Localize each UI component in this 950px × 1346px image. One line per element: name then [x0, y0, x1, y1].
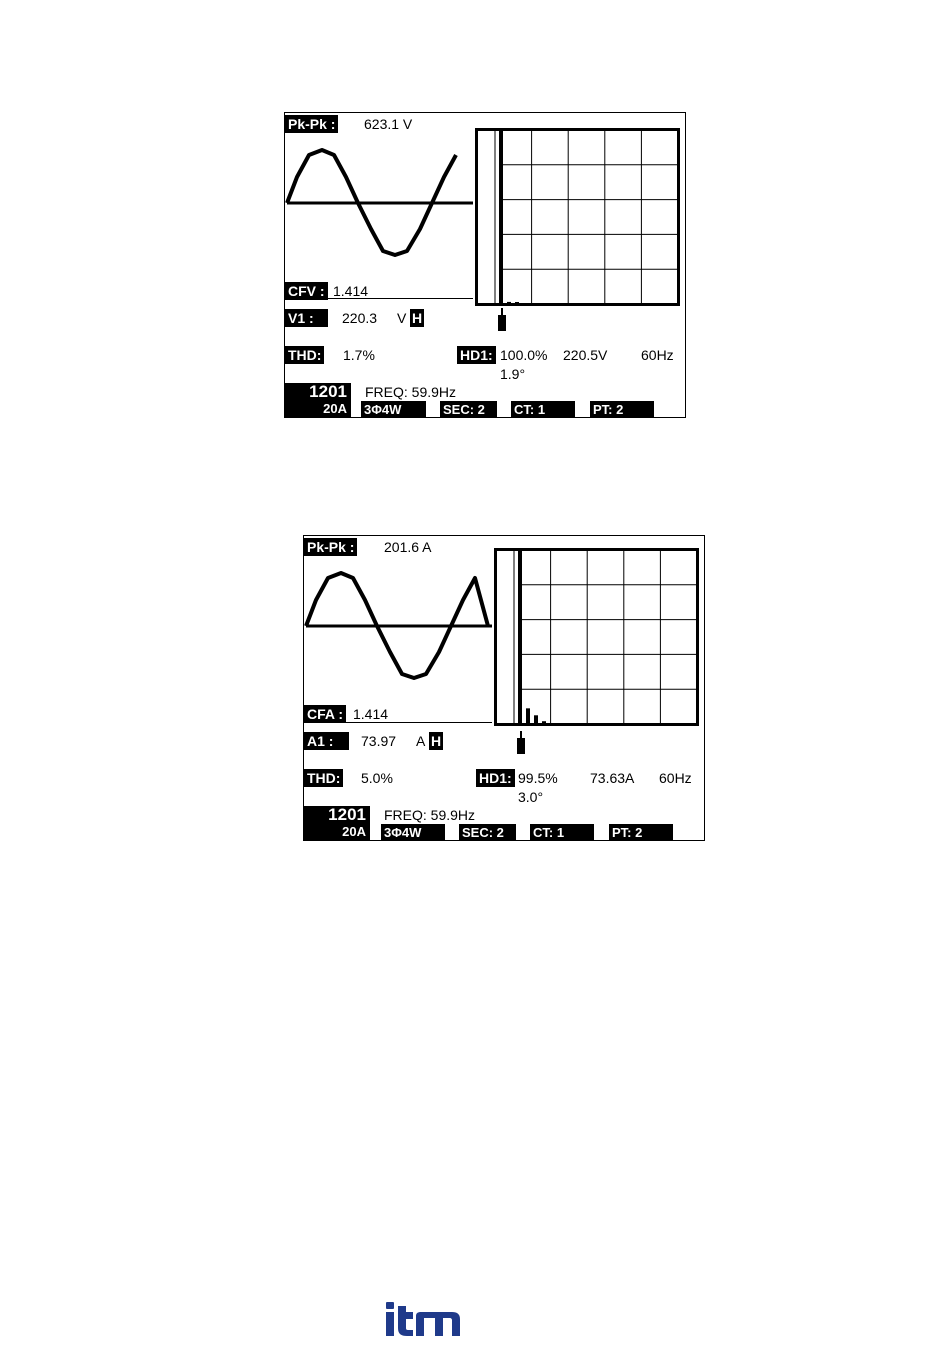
- harmonic-bar-3: [515, 302, 519, 304]
- harmonic-cursor-icon[interactable]: [516, 731, 526, 755]
- harmonic-phase: 3.0°: [518, 789, 544, 805]
- current-range: 20A: [323, 401, 347, 416]
- thd-value: 1.7%: [343, 347, 375, 363]
- ct-setting: CT: 1: [511, 401, 575, 418]
- harmonic-percent: 99.5%: [518, 770, 558, 786]
- harmonic-order-label: HD1:: [476, 769, 515, 787]
- model-number: 1201: [309, 382, 347, 401]
- harmonic-order-label: HD1:: [457, 346, 496, 364]
- hold-badge: H: [431, 733, 442, 749]
- itm-logo: [385, 1302, 461, 1336]
- thd-label: THD:: [304, 769, 343, 787]
- channel-unit: V: [397, 310, 407, 326]
- harmonic-value: 220.5V: [563, 347, 608, 363]
- harmonics-grid: [494, 548, 699, 726]
- current-harmonics-screen: [303, 535, 705, 841]
- harmonics-bar-chart: [475, 128, 680, 306]
- model-box: [304, 806, 370, 841]
- thd-value: 5.0%: [361, 770, 393, 786]
- harmonic-bar-1: [499, 130, 503, 304]
- harmonic-frequency: 60Hz: [659, 770, 692, 786]
- harmonics-grid: [475, 128, 680, 306]
- pkpk-value: 201.6 A: [384, 539, 432, 555]
- channel-value: 220.3: [342, 310, 378, 326]
- wiring-mode: 3Φ4W: [361, 401, 426, 418]
- pkpk-label: Pk-Pk :: [304, 538, 357, 556]
- hold-badge: H: [412, 310, 423, 326]
- channel-label: A1 :: [304, 732, 349, 750]
- sec-setting: SEC: 2: [440, 401, 497, 418]
- pt-setting: PT: 2: [590, 401, 654, 418]
- pkpk-value: 623.1 V: [364, 116, 413, 132]
- harmonic-bar-2: [507, 302, 511, 304]
- crest-factor-label: CFA :: [304, 705, 346, 723]
- frequency-readout: FREQ: 59.9Hz: [365, 384, 457, 400]
- crest-factor-label: CFV :: [285, 282, 328, 300]
- model-box: [285, 383, 351, 418]
- waveform-plot: [285, 133, 475, 263]
- harmonic-bar-3: [534, 715, 538, 724]
- crest-factor-value: 1.414: [353, 706, 389, 722]
- harmonic-frequency: 60Hz: [641, 347, 674, 363]
- pt-setting: PT: 2: [609, 824, 673, 841]
- wiring-mode: 3Φ4W: [381, 824, 445, 841]
- harmonic-bar-2: [526, 708, 530, 724]
- voltage-harmonics-screen: [284, 112, 686, 418]
- harmonic-bar-4: [542, 721, 546, 724]
- thd-label: THD:: [285, 346, 324, 364]
- sec-setting: SEC: 2: [459, 824, 516, 841]
- channel-unit: A: [416, 733, 426, 749]
- ct-setting: CT: 1: [530, 824, 594, 841]
- frequency-readout: FREQ: 59.9Hz: [384, 807, 476, 823]
- channel-value: 73.97: [361, 733, 397, 749]
- model-number: 1201: [328, 805, 366, 824]
- pkpk-label: Pk-Pk :: [285, 115, 338, 133]
- waveform-plot: [304, 556, 494, 686]
- crest-factor-value: 1.414: [333, 283, 369, 299]
- channel-label: V1 :: [285, 309, 328, 327]
- harmonic-percent: 100.0%: [500, 347, 548, 363]
- harmonic-phase: 1.9°: [500, 366, 526, 382]
- harmonics-bar-chart: [494, 548, 699, 726]
- harmonic-value: 73.63A: [590, 770, 635, 786]
- current-range: 20A: [342, 824, 366, 839]
- harmonic-cursor-icon[interactable]: [497, 308, 507, 332]
- harmonic-bar-1: [518, 551, 522, 724]
